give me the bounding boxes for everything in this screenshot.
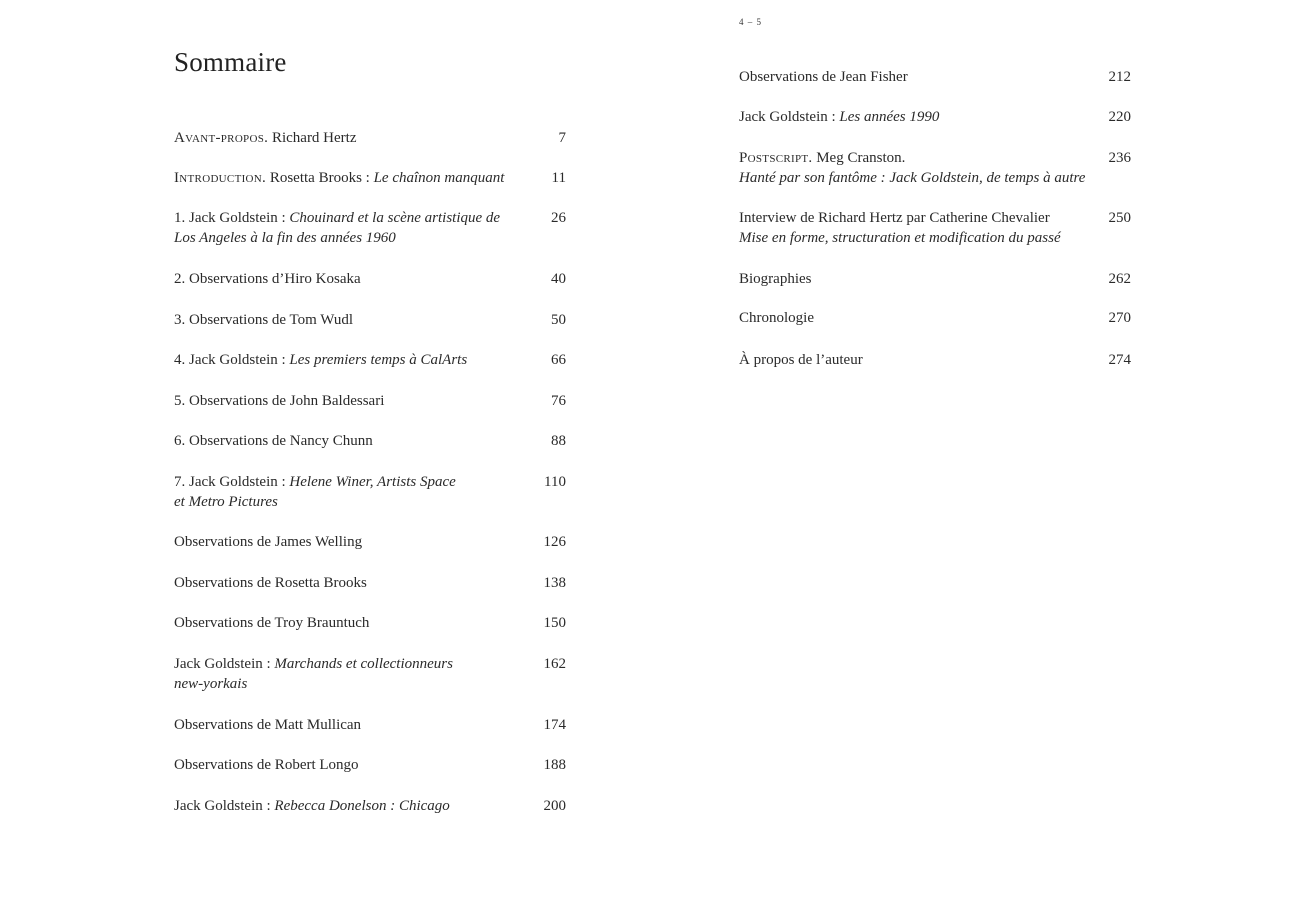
- toc-entry-title: [174, 573, 367, 593]
- toc-entry-author: 2. Observations d’Hiro Kosaka: [174, 271, 361, 287]
- toc-entry-author: Observations de Troy Brauntuch: [174, 615, 370, 631]
- toc-entry-author: Observations de Jean Fisher: [739, 69, 908, 85]
- toc-entry-title: [174, 391, 384, 411]
- toc-entry-title: [739, 208, 1061, 248]
- toc-entry-page-number: 88: [551, 433, 566, 449]
- toc-entry-title: [739, 308, 814, 328]
- toc-entry-title: [739, 350, 863, 370]
- toc-entry-author: Observations de Matt Mullican: [174, 717, 362, 733]
- toc-entry-page-number: 40: [551, 271, 566, 287]
- toc-entry-title: [739, 269, 812, 289]
- toc-entry-page-number: 274: [1108, 352, 1131, 368]
- toc-entry-subtitle: Le chaînon manquant: [373, 170, 505, 186]
- toc-entry-author: Chronologie: [739, 310, 814, 326]
- toc-entry-subtitle: Helene Winer, Artists Space: [289, 474, 456, 490]
- toc-entry-subtitle-line2: et Metro Pictures: [174, 494, 278, 510]
- toc-entry-author: Richard Hertz: [268, 130, 357, 146]
- toc-entry-title: [174, 128, 357, 148]
- toc-entry-author: Jack Goldstein :: [739, 109, 840, 125]
- page-title: Sommaire: [174, 47, 287, 77]
- toc-entry-page-number: 7: [558, 130, 566, 146]
- toc-entry-author: Observations de Rosetta Brooks: [174, 575, 367, 591]
- toc-entry-page-number: 150: [543, 615, 566, 631]
- toc-entry-page-number: 188: [543, 757, 566, 773]
- toc-entry-page-number: 26: [551, 210, 566, 226]
- toc-entry-author: 5. Observations de John Baldessari: [174, 393, 385, 409]
- toc-entry-author: À propos de l’auteur: [739, 352, 863, 368]
- toc-entry-author: 7. Jack Goldstein :: [174, 474, 290, 490]
- toc-entry-author: 1. Jack Goldstein :: [174, 210, 290, 226]
- toc-entry-page-number: 76: [551, 393, 566, 409]
- toc-entry-title: [174, 310, 353, 330]
- toc-entry-label: Postscript.: [739, 150, 813, 166]
- toc-entry-page-number: 162: [543, 656, 566, 672]
- toc-entry-label: Introduction.: [174, 170, 267, 186]
- toc-entry-page-number: 66: [551, 352, 566, 368]
- toc-entry-subtitle-line2: Hanté par son fantôme : Jack Goldstein, de temps à autre: [739, 170, 1086, 186]
- toc-entry-title: [174, 269, 361, 289]
- toc-entry-subtitle: Les années 1990: [839, 109, 940, 125]
- toc-entry-page-number: 250: [1108, 210, 1131, 226]
- toc-entry-page-number: 110: [544, 474, 566, 490]
- toc-entry-subtitle-line2: Los Angeles à la fin des années 1960: [174, 230, 396, 246]
- toc-entry-title: [174, 715, 361, 735]
- toc-entry-title: [174, 168, 504, 188]
- toc-entry-author: Jack Goldstein :: [174, 798, 275, 814]
- toc-entry-subtitle-line2: new-yorkais: [174, 676, 248, 692]
- toc-entry-subtitle: Chouinard et la scène artistique de: [289, 210, 501, 226]
- toc-entry-title: [174, 472, 456, 512]
- toc-entry-page-number: 174: [543, 717, 566, 733]
- toc-entry-page-number: 200: [543, 798, 566, 814]
- toc-entry-subtitle: Les premiers temps à CalArts: [289, 352, 468, 368]
- toc-entry-title: [739, 67, 908, 87]
- toc-entry-page-number: 270: [1108, 310, 1131, 326]
- toc-entry-author: Observations de James Welling: [174, 534, 363, 550]
- toc-entry-author: 4. Jack Goldstein :: [174, 352, 290, 368]
- toc-entry-title: [739, 148, 1085, 188]
- toc-entry-author: Rosetta Brooks :: [266, 170, 374, 186]
- page-number: 4 – 5: [739, 17, 762, 27]
- toc-entry-title: [739, 107, 939, 127]
- toc-entry-author: Biographies: [739, 271, 812, 287]
- toc-entry-page-number: 138: [543, 575, 566, 591]
- toc-entry-title: [174, 350, 467, 370]
- toc-entry-title: [174, 208, 500, 248]
- toc-entry-author: Jack Goldstein :: [174, 656, 275, 672]
- toc-entry-page-number: 236: [1108, 150, 1131, 166]
- toc-entry-page-number: 262: [1108, 271, 1131, 287]
- toc-entry-page-number: 50: [551, 312, 566, 328]
- toc-entry-title: [174, 654, 453, 694]
- toc-entry-subtitle: Rebecca Donelson : Chicago: [274, 798, 450, 814]
- toc-entry-author: 6. Observations de Nancy Chunn: [174, 433, 373, 449]
- toc-entry-subtitle-line2: Mise en forme, structuration et modification du passé: [739, 230, 1061, 246]
- toc-entry-page-number: 220: [1108, 109, 1131, 125]
- toc-entry-subtitle: Marchands et collectionneurs: [274, 656, 453, 672]
- toc-entry-author: 3. Observations de Tom Wudl: [174, 312, 354, 328]
- toc-entry-title: [174, 431, 373, 451]
- toc-entry-author: Interview de Richard Hertz par Catherine Chevalier: [739, 210, 1050, 226]
- toc-entry-label: Avant-propos.: [174, 130, 269, 146]
- toc-entry-title: [174, 613, 369, 633]
- toc-entry-title: [174, 532, 362, 552]
- toc-entry-title: [174, 796, 450, 816]
- toc-entry-author: Meg Cranston.: [812, 150, 906, 166]
- toc-entry-page-number: 11: [551, 170, 566, 186]
- toc-entry-page-number: 126: [543, 534, 566, 550]
- toc-entry-page-number: 212: [1108, 69, 1131, 85]
- toc-entry-title: [174, 755, 359, 775]
- toc-entry-author: Observations de Robert Longo: [174, 757, 359, 773]
